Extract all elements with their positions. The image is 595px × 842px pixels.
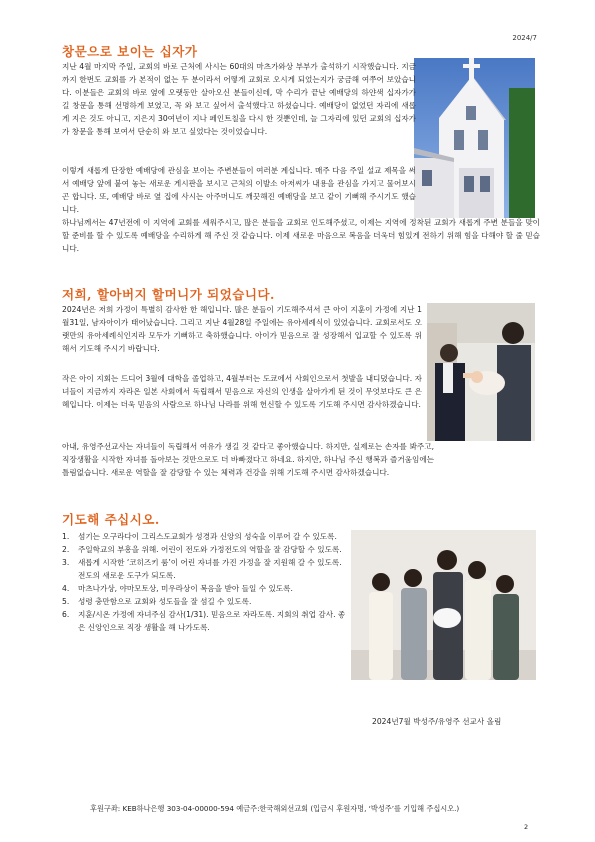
section1-paragraph-3: 하나님께서는 47년전에 이 지역에 교회를 세워주시고, 많은 분들을 교회로 인도해주셨고, 이제는 지역에 정착된 교회가 새롭게 주변 분들을 맞이할 준비를 할 수 있도록 예배당을 수리하게 해 주신 것 같습니다. 이제 새로운 마음으로 복음을 더욱더 힘있게 전하기 위해 힘을 다해야 할 줄 믿습니다. <box>62 218 540 253</box>
prayer-list <box>62 530 347 634</box>
prayer-item-text: 섬기는 오구라다이 그리스도교회가 성경과 신앙의 성숙을 이루어 갈 수 있도록. <box>78 532 337 541</box>
section2-paragraph-1: 2024년은 저희 가정이 특별히 감사한 한 해입니다. 많은 분들이 기도해주셔서 큰 아이 지훈이 가정에 지난 1월31일, 남자아이가 태어났습니다. 그리고 지난 4월28일 주일에는 유아세례식이 있었습니다. 교회로서도 오랫만의 유아세례식인지라 모두가 기뻐하고 축하했습니다. 아이가 믿음으로 잘 성장해서 입교할 수 있도록 위해서 기도해 주시기 바랍니다. <box>62 305 422 353</box>
section1-paragraph-2: 이렇게 새롭게 단장한 예배당에 관심을 보이는 주변분들이 여러분 계십니다. 매주 다음 주일 설교 제목을 써서 예배당 앞에 붙여 놓는 새로운 게시판을 보시고 근처의 이발소 아저씨가 내용을 관심을 가지고 물어보시곤 합니다. 또, 예배당 바로 옆 집에 사시는 아주머니도 깨끗해진 예배당을 보고 같이 기뻐해 주시기도 했습니다. <box>62 166 416 214</box>
prayer-item <box>62 543 347 556</box>
prayer-item-number: 6. <box>62 610 70 619</box>
baptism-photo <box>427 303 535 441</box>
prayer-item <box>62 595 347 608</box>
prayer-item <box>62 530 347 543</box>
section1-heading: 창문으로 보이는 십자가 <box>62 44 198 59</box>
prayer-item-text: 주일학교의 부흥을 위해. 어린이 전도와 가정전도의 역할을 잘 감당할 수 있도록. <box>78 545 342 554</box>
section2-paragraph-3: 아내, 유영주선교사는 자녀들이 독립해서 여유가 생길 것 같다고 좋아했습니다. 하지만, 실제로는 손자를 봐주고, 직장생활을 시작한 자녀를 돌아보는 것만으로도 더 바빠졌다고 하네요. 하지만, 하나님 주신 행복과 즐거움임에는 틀림없습니다. 새로운 역할을 잘 감당할 수 있는 체력과 건강을 위해 기도해 주시면 감사하겠습니다. <box>62 442 434 477</box>
prayer-item-number: 2. <box>62 545 70 554</box>
section1-paragraph-1: 지난 4월 마지막 주일, 교회의 바로 근처에 사시는 60대의 마츠가와상 부부가 출석하기 시작했습니다. 지금까지 한번도 교회를 가 본적이 없는 두 분이라서 어떻게 교회로 오시게 되었는지가 궁금해 여쭈어 보았습니다. 이분들은 교회의 바로 옆에 오랫동안 살아오신 분들이신데, 막 수리가 끝난 예배당의 하얀색 십자가가 길 창문을 통해 선명하게 보였고, 꼭 와 보고 싶어서 출석했다고 하셨습니다. 예배당이 없었던 자리에 새롭게 지은 것도 아니고, 지은지 30여년이 지나 페인트칠을 다시 한 것뿐인데, 늘 그자리에 있던 교회의 십자가가 창문을 통해 보여서 단순히 와 보고 싶었다는 것이었습니다. <box>62 62 416 136</box>
family-photo <box>351 530 536 680</box>
prayer-item <box>62 556 347 582</box>
page-number: 2 <box>524 823 529 831</box>
section3-heading: 기도해 주십시오. <box>62 512 160 527</box>
prayer-item-number: 1. <box>62 532 70 541</box>
section2-paragraph-2: 작은 아이 지회는 드디어 3월에 대학을 졸업하고, 4월부터는 도쿄에서 사회인으로서 첫발을 내디뎠습니다. 자녀들이 지금까지 자라온 일본 사회에서 독립해서 믿음으로 자신의 인생을 살아가게 된 것이 무엇보다도 큰 은혜입니다. 이제는 더욱 믿음의 사람으로 하나님 나라를 위해 헌신할 수 있도록 기도해 주시면 감사하겠습니다. <box>62 374 422 409</box>
church-photo <box>414 58 535 218</box>
prayer-item-text: 성령 충만함으로 교회와 성도들을 잘 섬길 수 있도록. <box>78 597 252 606</box>
prayer-item <box>62 582 347 595</box>
prayer-item-number: 5. <box>62 597 70 606</box>
prayer-item-number: 4. <box>62 584 70 593</box>
prayer-item-number: 3. <box>62 558 70 567</box>
prayer-item-text: 지훈/시온 가정에 자녀주심 감사(1/31). 믿음으로 자라도록. 지회의 취업 감사. 좋은 신앙인으로 직장 생활을 해 나가도록. <box>78 610 346 632</box>
issue-date: 2024/7 <box>512 34 537 42</box>
prayer-item-text: 새롭게 시작한 ‘코히즈키 룸’이 어린 자녀를 가진 가정을 잘 지원해 갈 수 있도록. 전도의 새로운 도구가 되도록. <box>78 558 342 580</box>
signature: 2024년7월 박성주/유영주 선교사 올림 <box>372 717 502 726</box>
donation-info: 후원구좌: KEB하나은행 303-04-00000-594 예금주:한국해외선교회 (입금시 후원자명, ‘박성주’를 기입해 주십시오.) <box>90 804 460 813</box>
section2-heading: 저희, 할아버지 할머니가 되었습니다. <box>62 287 275 302</box>
prayer-item-text: 마츠나가상, 야마모토상, 미우라상이 복음을 받아 들일 수 있도록. <box>78 584 293 593</box>
prayer-item <box>62 608 347 634</box>
